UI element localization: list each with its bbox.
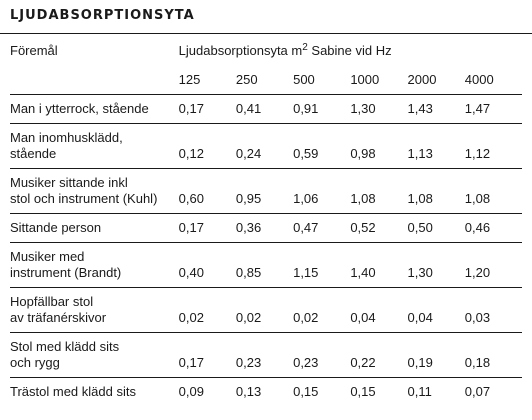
frequency-header: 125	[178, 72, 201, 87]
measure-column-header	[179, 34, 522, 66]
row-label-line: stol och instrument (Kuhl)	[10, 191, 158, 206]
row-label-line: Musiker sittande inkl	[10, 175, 128, 190]
frequency-header: 500	[293, 72, 315, 87]
value-cell: 0,15	[350, 378, 407, 407]
row-label	[10, 243, 179, 288]
value-cell: 0,95	[236, 169, 293, 214]
table-row	[10, 333, 522, 378]
value-cell: 0,17	[179, 333, 236, 378]
value-cell: 0,04	[350, 288, 407, 333]
value-cell: 1,43	[408, 95, 465, 124]
row-label-line: stående	[10, 146, 57, 161]
value-cell: 0,18	[465, 333, 522, 378]
value-cell: 0,60	[179, 169, 236, 214]
value-cell: 1,13	[408, 124, 465, 169]
value-cell: 0,46	[465, 214, 522, 243]
table-row	[10, 124, 522, 169]
row-label	[10, 378, 179, 407]
row-label-line: och rygg	[10, 355, 60, 370]
value-cell: 1,30	[350, 95, 407, 124]
table-title: LJUDABSORPTIONSYTA	[10, 8, 195, 23]
value-cell: 0,02	[179, 288, 236, 333]
row-label-line: Sittande person	[10, 220, 102, 235]
value-cell: 1,08	[465, 169, 522, 214]
value-cell: 0,13	[236, 378, 293, 407]
value-cell: 0,07	[465, 378, 522, 407]
value-cell: 1,08	[408, 169, 465, 214]
value-cell: 0,17	[179, 95, 236, 124]
measure-label-exponent: 2	[302, 42, 308, 53]
row-label	[10, 333, 179, 378]
row-label-line: av träfanérskivor	[10, 310, 107, 325]
value-cell: 1,30	[408, 243, 465, 288]
value-cell: 1,08	[350, 169, 407, 214]
value-cell: 0,40	[179, 243, 236, 288]
row-label-line: Man inomhusklädd,	[10, 130, 123, 145]
value-cell: 1,20	[465, 243, 522, 288]
table-row	[10, 243, 522, 288]
absorption-table	[10, 34, 522, 406]
table-row	[10, 169, 522, 214]
value-cell: 0,09	[179, 378, 236, 407]
value-cell: 1,15	[293, 243, 350, 288]
value-cell: 0,11	[408, 378, 465, 407]
value-cell: 0,23	[293, 333, 350, 378]
frequency-header: 250	[235, 72, 258, 87]
value-cell: 0,03	[465, 288, 522, 333]
value-cell: 1,12	[465, 124, 522, 169]
value-cell: 0,52	[350, 214, 407, 243]
measure-label-text: Ljudabsorptionsyta m	[178, 43, 303, 58]
value-cell: 0,59	[293, 124, 350, 169]
value-cell: 0,91	[293, 95, 350, 124]
value-cell: 0,23	[236, 333, 293, 378]
value-cell: 0,50	[408, 214, 465, 243]
row-label-line: instrument (Brandt)	[10, 265, 122, 280]
row-label	[10, 169, 179, 214]
value-cell: 0,41	[236, 95, 293, 124]
value-cell: 1,47	[465, 95, 522, 124]
row-label-line: Man i ytterrock, stående	[10, 101, 149, 116]
value-cell: 0,02	[236, 288, 293, 333]
value-cell: 0,47	[293, 214, 350, 243]
row-label	[10, 95, 179, 124]
value-cell: 0,85	[236, 243, 293, 288]
value-cell: 0,15	[293, 378, 350, 407]
frequency-header: 1000	[350, 72, 380, 87]
measure-label-unit: Sabine vid Hz	[307, 43, 392, 58]
table-row	[10, 378, 522, 407]
row-label-line: Musiker med	[10, 249, 85, 264]
value-cell: 0,17	[179, 214, 236, 243]
row-label	[10, 214, 179, 243]
row-label	[10, 288, 179, 333]
row-label-line: Hopfällbar stol	[10, 294, 94, 309]
value-cell: 0,04	[408, 288, 465, 333]
frequency-header: 2000	[407, 72, 437, 87]
value-cell: 0,36	[236, 214, 293, 243]
table-row	[10, 95, 522, 124]
value-cell: 0,22	[350, 333, 407, 378]
row-label-line: Trästol med klädd sits	[10, 384, 136, 399]
value-cell: 0,19	[408, 333, 465, 378]
frequency-row	[10, 66, 522, 95]
row-label-line: Stol med klädd sits	[10, 339, 120, 354]
value-cell: 0,98	[350, 124, 407, 169]
value-cell: 1,06	[293, 169, 350, 214]
value-cell: 0,24	[236, 124, 293, 169]
value-cell: 1,40	[350, 243, 407, 288]
frequency-header: 4000	[464, 72, 494, 87]
table-row	[10, 288, 522, 333]
header-row	[10, 34, 522, 66]
value-cell: 0,02	[293, 288, 350, 333]
object-column-header: Föremål	[10, 43, 58, 58]
table-row	[10, 214, 522, 243]
row-label	[10, 124, 179, 169]
value-cell: 0,12	[179, 124, 236, 169]
